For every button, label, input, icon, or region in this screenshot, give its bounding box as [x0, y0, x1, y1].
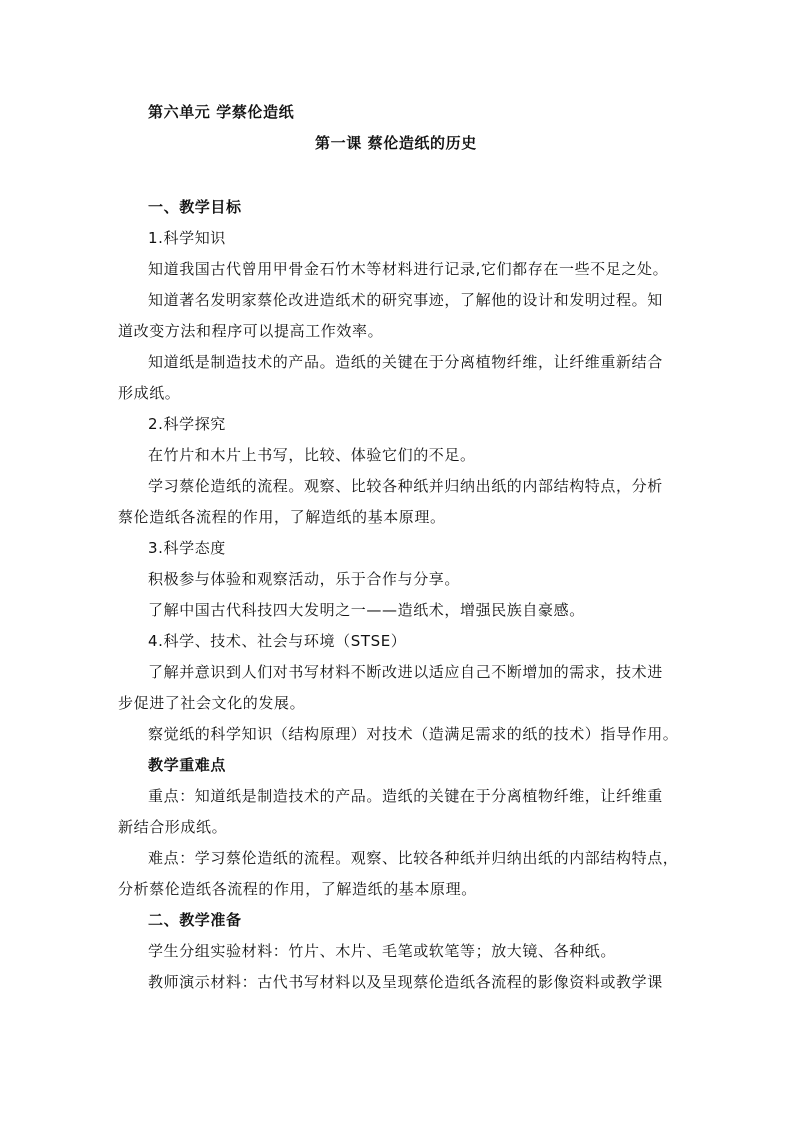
paragraph-continuation: 步促进了社会文化的发展。 — [118, 694, 306, 712]
paragraph: 知道我国古代曾用甲骨金石竹木等材料进行记录,它们都存在一些不足之处。 — [148, 260, 669, 278]
paragraph: 积极参与体验和观察活动，乐于合作与分享。 — [148, 570, 461, 588]
key-points-heading: 教学重难点 — [148, 756, 227, 774]
lesson-title: 第一课 蔡伦造纸的历史 — [315, 134, 477, 152]
paragraph: 学生分组实验材料：竹片、木片、毛笔或软笔等；放大镜、各种纸。 — [148, 942, 617, 960]
paragraph: 教师演示材料：古代书写材料以及呈现蔡伦造纸各流程的影像资料或教学课 — [148, 973, 663, 991]
unit-title: 第六单元 学蔡伦造纸 — [148, 103, 295, 121]
paragraph: 在竹片和木片上书写，比较、体验它们的不足。 — [148, 446, 476, 464]
paragraph: 察觉纸的科学知识（结构原理）对技术（造满足需求的纸的技术）指导作用。 — [148, 725, 679, 743]
knowledge-heading: 1.科学知识 — [148, 229, 226, 247]
paragraph-continuation: 新结合形成纸。 — [118, 818, 228, 836]
paragraph-continuation: 形成纸。 — [118, 384, 181, 402]
paragraph-continuation: 分析蔡伦造纸各流程的作用，了解造纸的基本原理。 — [118, 880, 477, 898]
stse-heading: 4.科学、技术、社会与环境（STSE） — [148, 632, 407, 650]
paragraph: 了解中国古代科技四大发明之一——造纸术，增强民族自豪感。 — [148, 601, 585, 619]
paragraph: 难点：学习蔡伦造纸的流程。观察、比较各种纸并归纳出纸的内部结构特点， — [148, 849, 679, 867]
paragraph-continuation: 道改变方法和程序可以提高工作效率。 — [118, 322, 384, 340]
preparation-heading: 二、教学准备 — [148, 911, 242, 929]
inquiry-heading: 2.科学探究 — [148, 415, 226, 433]
paragraph: 学习蔡伦造纸的流程。观察、比较各种纸并归纳出纸的内部结构特点，分析 — [148, 477, 663, 495]
paragraph-continuation: 蔡伦造纸各流程的作用，了解造纸的基本原理。 — [118, 508, 446, 526]
paragraph: 了解并意识到人们对书写材料不断改进以适应自己不断增加的需求，技术进 — [148, 663, 663, 681]
goals-heading: 一、教学目标 — [148, 198, 242, 216]
paragraph: 知道纸是制造技术的产品。造纸的关键在于分离植物纤维，让纤维重新结合 — [148, 353, 663, 371]
paragraph: 重点：知道纸是制造技术的产品。造纸的关键在于分离植物纤维，让纤维重 — [148, 787, 663, 805]
attitude-heading: 3.科学态度 — [148, 539, 226, 557]
paragraph: 知道著名发明家蔡伦改进造纸术的研究事迹，了解他的设计和发明过程。知 — [148, 291, 663, 309]
